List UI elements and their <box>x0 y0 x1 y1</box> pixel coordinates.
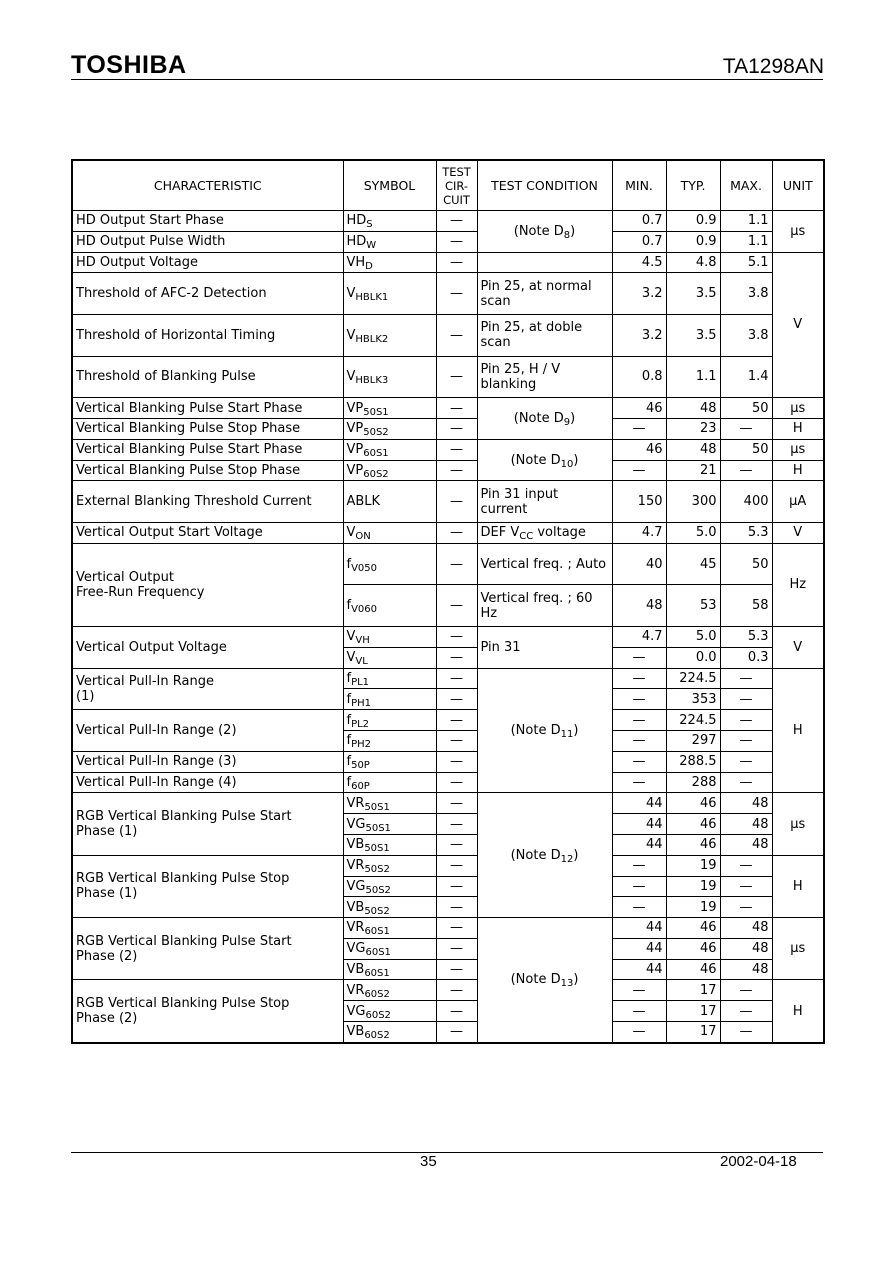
max-cell: 48 <box>720 938 772 959</box>
typ-cell: 46 <box>666 918 720 939</box>
test-circuit-cell: — <box>436 918 477 939</box>
symbol-cell: $VB_{60S2}$ <box>343 1022 436 1043</box>
min-cell: — <box>612 689 666 710</box>
typ-cell: 0.9 <box>666 231 720 252</box>
characteristic-cell: Vertical Pull-In Range (1) <box>72 668 343 710</box>
max-cell: 58 <box>720 585 772 627</box>
max-cell: — <box>720 1022 772 1043</box>
table-row <box>72 211 824 232</box>
max-cell: 48 <box>720 834 772 855</box>
typ-cell: 48 <box>666 439 720 460</box>
min-cell: 48 <box>612 585 666 627</box>
min-cell: 44 <box>612 814 666 835</box>
min-cell: — <box>612 668 666 689</box>
symbol-cell: $f_{V050}$ <box>343 543 436 585</box>
characteristic-cell: Threshold of AFC-2 Detection <box>72 273 343 315</box>
unit-cell: μs <box>772 398 824 419</box>
test-circuit-cell: — <box>436 876 477 897</box>
max-cell: — <box>720 855 772 876</box>
header-unit: UNIT <box>772 160 824 211</box>
symbol-cell: $VG_{60S1}$ <box>343 938 436 959</box>
typ-cell: 297 <box>666 730 720 751</box>
test-circuit-cell: — <box>436 1022 477 1043</box>
header-test-condition: TEST CONDITION <box>477 160 612 211</box>
symbol-cell: $V_{ON}$ <box>343 522 436 543</box>
typ-cell: 46 <box>666 814 720 835</box>
unit-cell: H <box>772 418 824 439</box>
table-row <box>72 668 824 689</box>
typ-cell: 224.5 <box>666 668 720 689</box>
test-condition-cell <box>477 252 612 273</box>
max-cell: — <box>720 772 772 793</box>
test-circuit-cell: — <box>436 772 477 793</box>
test-circuit-cell: — <box>436 730 477 751</box>
table-row <box>72 252 824 273</box>
typ-cell: 0.9 <box>666 211 720 232</box>
table-row <box>72 751 824 772</box>
characteristic-cell: RGB Vertical Blanking Pulse Start Phase (2) <box>72 918 343 980</box>
header-symbol: SYMBOL <box>343 160 436 211</box>
max-cell: 5.3 <box>720 522 772 543</box>
unit-cell: H <box>772 668 824 793</box>
table-row <box>72 314 824 356</box>
min-cell: — <box>612 730 666 751</box>
unit-cell: μA <box>772 481 824 523</box>
characteristic-cell: Threshold of Horizontal Timing <box>72 314 343 356</box>
typ-cell: 17 <box>666 1001 720 1022</box>
test-circuit-cell: — <box>436 626 477 647</box>
max-cell: — <box>720 897 772 918</box>
max-cell: 50 <box>720 398 772 419</box>
test-circuit-cell: — <box>436 668 477 689</box>
max-cell: 1.4 <box>720 356 772 398</box>
max-cell: — <box>720 876 772 897</box>
max-cell: — <box>720 668 772 689</box>
test-circuit-cell: — <box>436 314 477 356</box>
symbol-cell: $f_{50P}$ <box>343 751 436 772</box>
typ-cell: 288 <box>666 772 720 793</box>
symbol-cell: $VB_{50S2}$ <box>343 897 436 918</box>
test-circuit-cell: — <box>436 460 477 481</box>
footer-rule <box>71 1152 823 1153</box>
table-row <box>72 918 824 939</box>
unit-cell: H <box>772 980 824 1043</box>
characteristic-cell: HD Output Voltage <box>72 252 343 273</box>
test-circuit-cell: — <box>436 356 477 398</box>
header-test-circuit: TEST CIR- CUIT <box>436 160 477 211</box>
table-row <box>72 273 824 315</box>
symbol-cell: ABLK <box>343 481 436 523</box>
characteristic-cell: RGB Vertical Blanking Pulse Start Phase (1) <box>72 793 343 855</box>
test-condition-cell: (Note $D_8$) <box>477 211 612 253</box>
symbol-cell: $V_{HBLK1}$ <box>343 273 436 315</box>
test-condition-cell: Pin 25, at doble scan <box>477 314 612 356</box>
test-circuit-cell: — <box>436 398 477 419</box>
typ-cell: 19 <box>666 855 720 876</box>
typ-cell: 1.1 <box>666 356 720 398</box>
test-condition-cell: Pin 31 <box>477 626 612 668</box>
symbol-cell: $f_{PH2}$ <box>343 730 436 751</box>
symbol-cell: $f_{V060}$ <box>343 585 436 627</box>
symbol-cell: $VP_{60S1}$ <box>343 439 436 460</box>
min-cell: 4.5 <box>612 252 666 273</box>
test-condition-cell: (Note $D_9$) <box>477 398 612 440</box>
table-row <box>72 398 824 419</box>
min-cell: 46 <box>612 398 666 419</box>
test-condition-cell: (Note $D_{13}$) <box>477 918 612 1043</box>
typ-cell: 21 <box>666 460 720 481</box>
unit-cell: μs <box>772 439 824 460</box>
min-cell: 44 <box>612 959 666 980</box>
symbol-cell: $f_{PL2}$ <box>343 710 436 731</box>
typ-cell: 0.0 <box>666 647 720 668</box>
table-row <box>72 460 824 481</box>
characteristic-cell: Vertical Blanking Pulse Stop Phase <box>72 418 343 439</box>
max-cell: — <box>720 751 772 772</box>
test-circuit-cell: — <box>436 543 477 585</box>
table-row <box>72 626 824 647</box>
min-cell: 150 <box>612 481 666 523</box>
max-cell: 5.1 <box>720 252 772 273</box>
min-cell: — <box>612 980 666 1001</box>
typ-cell: 45 <box>666 543 720 585</box>
typ-cell: 46 <box>666 834 720 855</box>
min-cell: 44 <box>612 938 666 959</box>
test-condition-cell: (Note $D_{11}$) <box>477 668 612 793</box>
max-cell: — <box>720 689 772 710</box>
min-cell: — <box>612 710 666 731</box>
symbol-cell: $f_{PL1}$ <box>343 668 436 689</box>
typ-cell: 224.5 <box>666 710 720 731</box>
test-circuit-cell: — <box>436 959 477 980</box>
min-cell: 0.7 <box>612 231 666 252</box>
characteristic-cell: Vertical Pull-In Range (3) <box>72 751 343 772</box>
min-cell: 0.7 <box>612 211 666 232</box>
symbol-cell: $VR_{50S1}$ <box>343 793 436 814</box>
max-cell: 48 <box>720 814 772 835</box>
test-circuit-cell: — <box>436 814 477 835</box>
max-cell: 1.1 <box>720 211 772 232</box>
symbol-cell: $V_{VH}$ <box>343 626 436 647</box>
test-circuit-cell: — <box>436 1001 477 1022</box>
test-condition-cell: Vertical freq. ; Auto <box>477 543 612 585</box>
max-cell: — <box>720 710 772 731</box>
typ-cell: 3.5 <box>666 314 720 356</box>
table-row <box>72 980 824 1001</box>
test-circuit-cell: — <box>436 689 477 710</box>
table-header-row <box>72 160 824 211</box>
max-cell: 50 <box>720 439 772 460</box>
electrical-characteristics-table <box>71 159 825 1044</box>
characteristic-cell: HD Output Pulse Width <box>72 231 343 252</box>
test-condition-cell: Vertical freq. ; 60 Hz <box>477 585 612 627</box>
test-condition-cell: (Note $D_{10}$) <box>477 439 612 481</box>
max-cell: — <box>720 730 772 751</box>
symbol-cell: $VR_{50S2}$ <box>343 855 436 876</box>
test-circuit-cell: — <box>436 834 477 855</box>
min-cell: — <box>612 460 666 481</box>
characteristic-cell: RGB Vertical Blanking Pulse Stop Phase (2) <box>72 980 343 1043</box>
characteristic-cell: RGB Vertical Blanking Pulse Stop Phase (1) <box>72 855 343 917</box>
test-circuit-cell: — <box>436 710 477 731</box>
typ-cell: 46 <box>666 938 720 959</box>
min-cell: — <box>612 897 666 918</box>
min-cell: — <box>612 772 666 793</box>
header-rule <box>71 79 823 80</box>
test-circuit-cell: — <box>436 855 477 876</box>
typ-cell: 17 <box>666 980 720 1001</box>
test-circuit-cell: — <box>436 418 477 439</box>
max-cell: — <box>720 1001 772 1022</box>
header-typ: TYP. <box>666 160 720 211</box>
min-cell: 4.7 <box>612 626 666 647</box>
min-cell: 44 <box>612 918 666 939</box>
symbol-cell: $f_{60P}$ <box>343 772 436 793</box>
max-cell: — <box>720 460 772 481</box>
table-row <box>72 439 824 460</box>
characteristic-cell: Vertical Pull-In Range (2) <box>72 710 343 752</box>
symbol-cell: $VG_{50S1}$ <box>343 814 436 835</box>
symbol-cell: $VP_{50S2}$ <box>343 418 436 439</box>
min-cell: 44 <box>612 834 666 855</box>
table-row <box>72 772 824 793</box>
symbol-cell: $HD_S$ <box>343 211 436 232</box>
typ-cell: 53 <box>666 585 720 627</box>
symbol-cell: $VG_{60S2}$ <box>343 1001 436 1022</box>
min-cell: — <box>612 1022 666 1043</box>
min-cell: 3.2 <box>612 314 666 356</box>
test-condition-cell: Pin 25, H / V blanking <box>477 356 612 398</box>
typ-cell: 23 <box>666 418 720 439</box>
test-circuit-cell: — <box>436 647 477 668</box>
max-cell: 400 <box>720 481 772 523</box>
characteristic-cell: Vertical Output Start Voltage <box>72 522 343 543</box>
typ-cell: 19 <box>666 876 720 897</box>
typ-cell: 300 <box>666 481 720 523</box>
unit-cell: V <box>772 626 824 668</box>
symbol-cell: $V_{HBLK3}$ <box>343 356 436 398</box>
symbol-cell: $V_{VL}$ <box>343 647 436 668</box>
unit-cell: Hz <box>772 543 824 626</box>
test-circuit-cell: — <box>436 938 477 959</box>
max-cell: 48 <box>720 959 772 980</box>
unit-cell: V <box>772 252 824 398</box>
header-min: MIN. <box>612 160 666 211</box>
min-cell: 3.2 <box>612 273 666 315</box>
characteristic-cell: External Blanking Threshold Current <box>72 481 343 523</box>
max-cell: — <box>720 418 772 439</box>
min-cell: — <box>612 1001 666 1022</box>
max-cell: 3.8 <box>720 314 772 356</box>
unit-cell: μs <box>772 211 824 253</box>
typ-cell: 4.8 <box>666 252 720 273</box>
header-max: MAX. <box>720 160 772 211</box>
table-row <box>72 793 824 814</box>
table-row <box>72 356 824 398</box>
typ-cell: 19 <box>666 897 720 918</box>
min-cell: — <box>612 855 666 876</box>
unit-cell: H <box>772 460 824 481</box>
min-cell: 40 <box>612 543 666 585</box>
min-cell: 44 <box>612 793 666 814</box>
typ-cell: 17 <box>666 1022 720 1043</box>
test-circuit-cell: — <box>436 585 477 627</box>
test-circuit-cell: — <box>436 211 477 232</box>
typ-cell: 48 <box>666 398 720 419</box>
table-row <box>72 231 824 252</box>
characteristic-cell: Threshold of Blanking Pulse <box>72 356 343 398</box>
max-cell: 50 <box>720 543 772 585</box>
test-condition-cell: (Note $D_{12}$) <box>477 793 612 918</box>
table-row <box>72 855 824 876</box>
unit-cell: μs <box>772 918 824 980</box>
typ-cell: 46 <box>666 793 720 814</box>
characteristic-cell: Vertical Blanking Pulse Start Phase <box>72 398 343 419</box>
typ-cell: 46 <box>666 959 720 980</box>
test-circuit-cell: — <box>436 439 477 460</box>
table-row <box>72 543 824 585</box>
min-cell: 4.7 <box>612 522 666 543</box>
unit-cell: H <box>772 855 824 917</box>
test-circuit-cell: — <box>436 522 477 543</box>
test-circuit-cell: — <box>436 273 477 315</box>
publish-date: 2002-04-18 <box>720 1153 797 1170</box>
characteristic-cell: Vertical Output Free-Run Frequency <box>72 543 343 626</box>
typ-cell: 288.5 <box>666 751 720 772</box>
max-cell: 48 <box>720 793 772 814</box>
min-cell: 0.8 <box>612 356 666 398</box>
symbol-cell: $f_{PH1}$ <box>343 689 436 710</box>
max-cell: 48 <box>720 918 772 939</box>
test-circuit-cell: — <box>436 793 477 814</box>
symbol-cell: $VH_D$ <box>343 252 436 273</box>
typ-cell: 3.5 <box>666 273 720 315</box>
test-circuit-cell: — <box>436 980 477 1001</box>
min-cell: — <box>612 418 666 439</box>
symbol-cell: $VP_{50S1}$ <box>343 398 436 419</box>
typ-cell: 5.0 <box>666 626 720 647</box>
symbol-cell: $VP_{60S2}$ <box>343 460 436 481</box>
table-row <box>72 418 824 439</box>
max-cell: — <box>720 980 772 1001</box>
unit-cell: μs <box>772 793 824 855</box>
test-circuit-cell: — <box>436 897 477 918</box>
characteristic-cell: Vertical Blanking Pulse Start Phase <box>72 439 343 460</box>
unit-cell: V <box>772 522 824 543</box>
test-condition-cell: DEF $V_{CC}$ voltage <box>477 522 612 543</box>
symbol-cell: $VR_{60S1}$ <box>343 918 436 939</box>
table-row <box>72 522 824 543</box>
test-circuit-cell: — <box>436 231 477 252</box>
typ-cell: 353 <box>666 689 720 710</box>
max-cell: 0.3 <box>720 647 772 668</box>
min-cell: — <box>612 751 666 772</box>
symbol-cell: $V_{HBLK2}$ <box>343 314 436 356</box>
test-circuit-cell: — <box>436 751 477 772</box>
typ-cell: 5.0 <box>666 522 720 543</box>
part-number: TA1298AN <box>722 55 824 78</box>
min-cell: — <box>612 647 666 668</box>
test-circuit-cell: — <box>436 252 477 273</box>
min-cell: 46 <box>612 439 666 460</box>
table-row <box>72 710 824 731</box>
table-row <box>72 481 824 523</box>
characteristic-cell: Vertical Blanking Pulse Stop Phase <box>72 460 343 481</box>
max-cell: 1.1 <box>720 231 772 252</box>
test-condition-cell: Pin 25, at normal scan <box>477 273 612 315</box>
max-cell: 3.8 <box>720 273 772 315</box>
max-cell: 5.3 <box>720 626 772 647</box>
symbol-cell: $HD_W$ <box>343 231 436 252</box>
characteristic-cell: Vertical Pull-In Range (4) <box>72 772 343 793</box>
test-circuit-cell: — <box>436 481 477 523</box>
symbol-cell: $VG_{50S2}$ <box>343 876 436 897</box>
characteristic-cell: Vertical Output Voltage <box>72 626 343 668</box>
header-characteristic: CHARACTERISTIC <box>72 160 343 211</box>
symbol-cell: $VR_{60S2}$ <box>343 980 436 1001</box>
test-condition-cell: Pin 31 input current <box>477 481 612 523</box>
symbol-cell: $VB_{50S1}$ <box>343 834 436 855</box>
symbol-cell: $VB_{60S1}$ <box>343 959 436 980</box>
toshiba-logo: TOSHIBA <box>71 51 187 79</box>
characteristic-cell: HD Output Start Phase <box>72 211 343 232</box>
page-number: 35 <box>420 1153 437 1170</box>
min-cell: — <box>612 876 666 897</box>
